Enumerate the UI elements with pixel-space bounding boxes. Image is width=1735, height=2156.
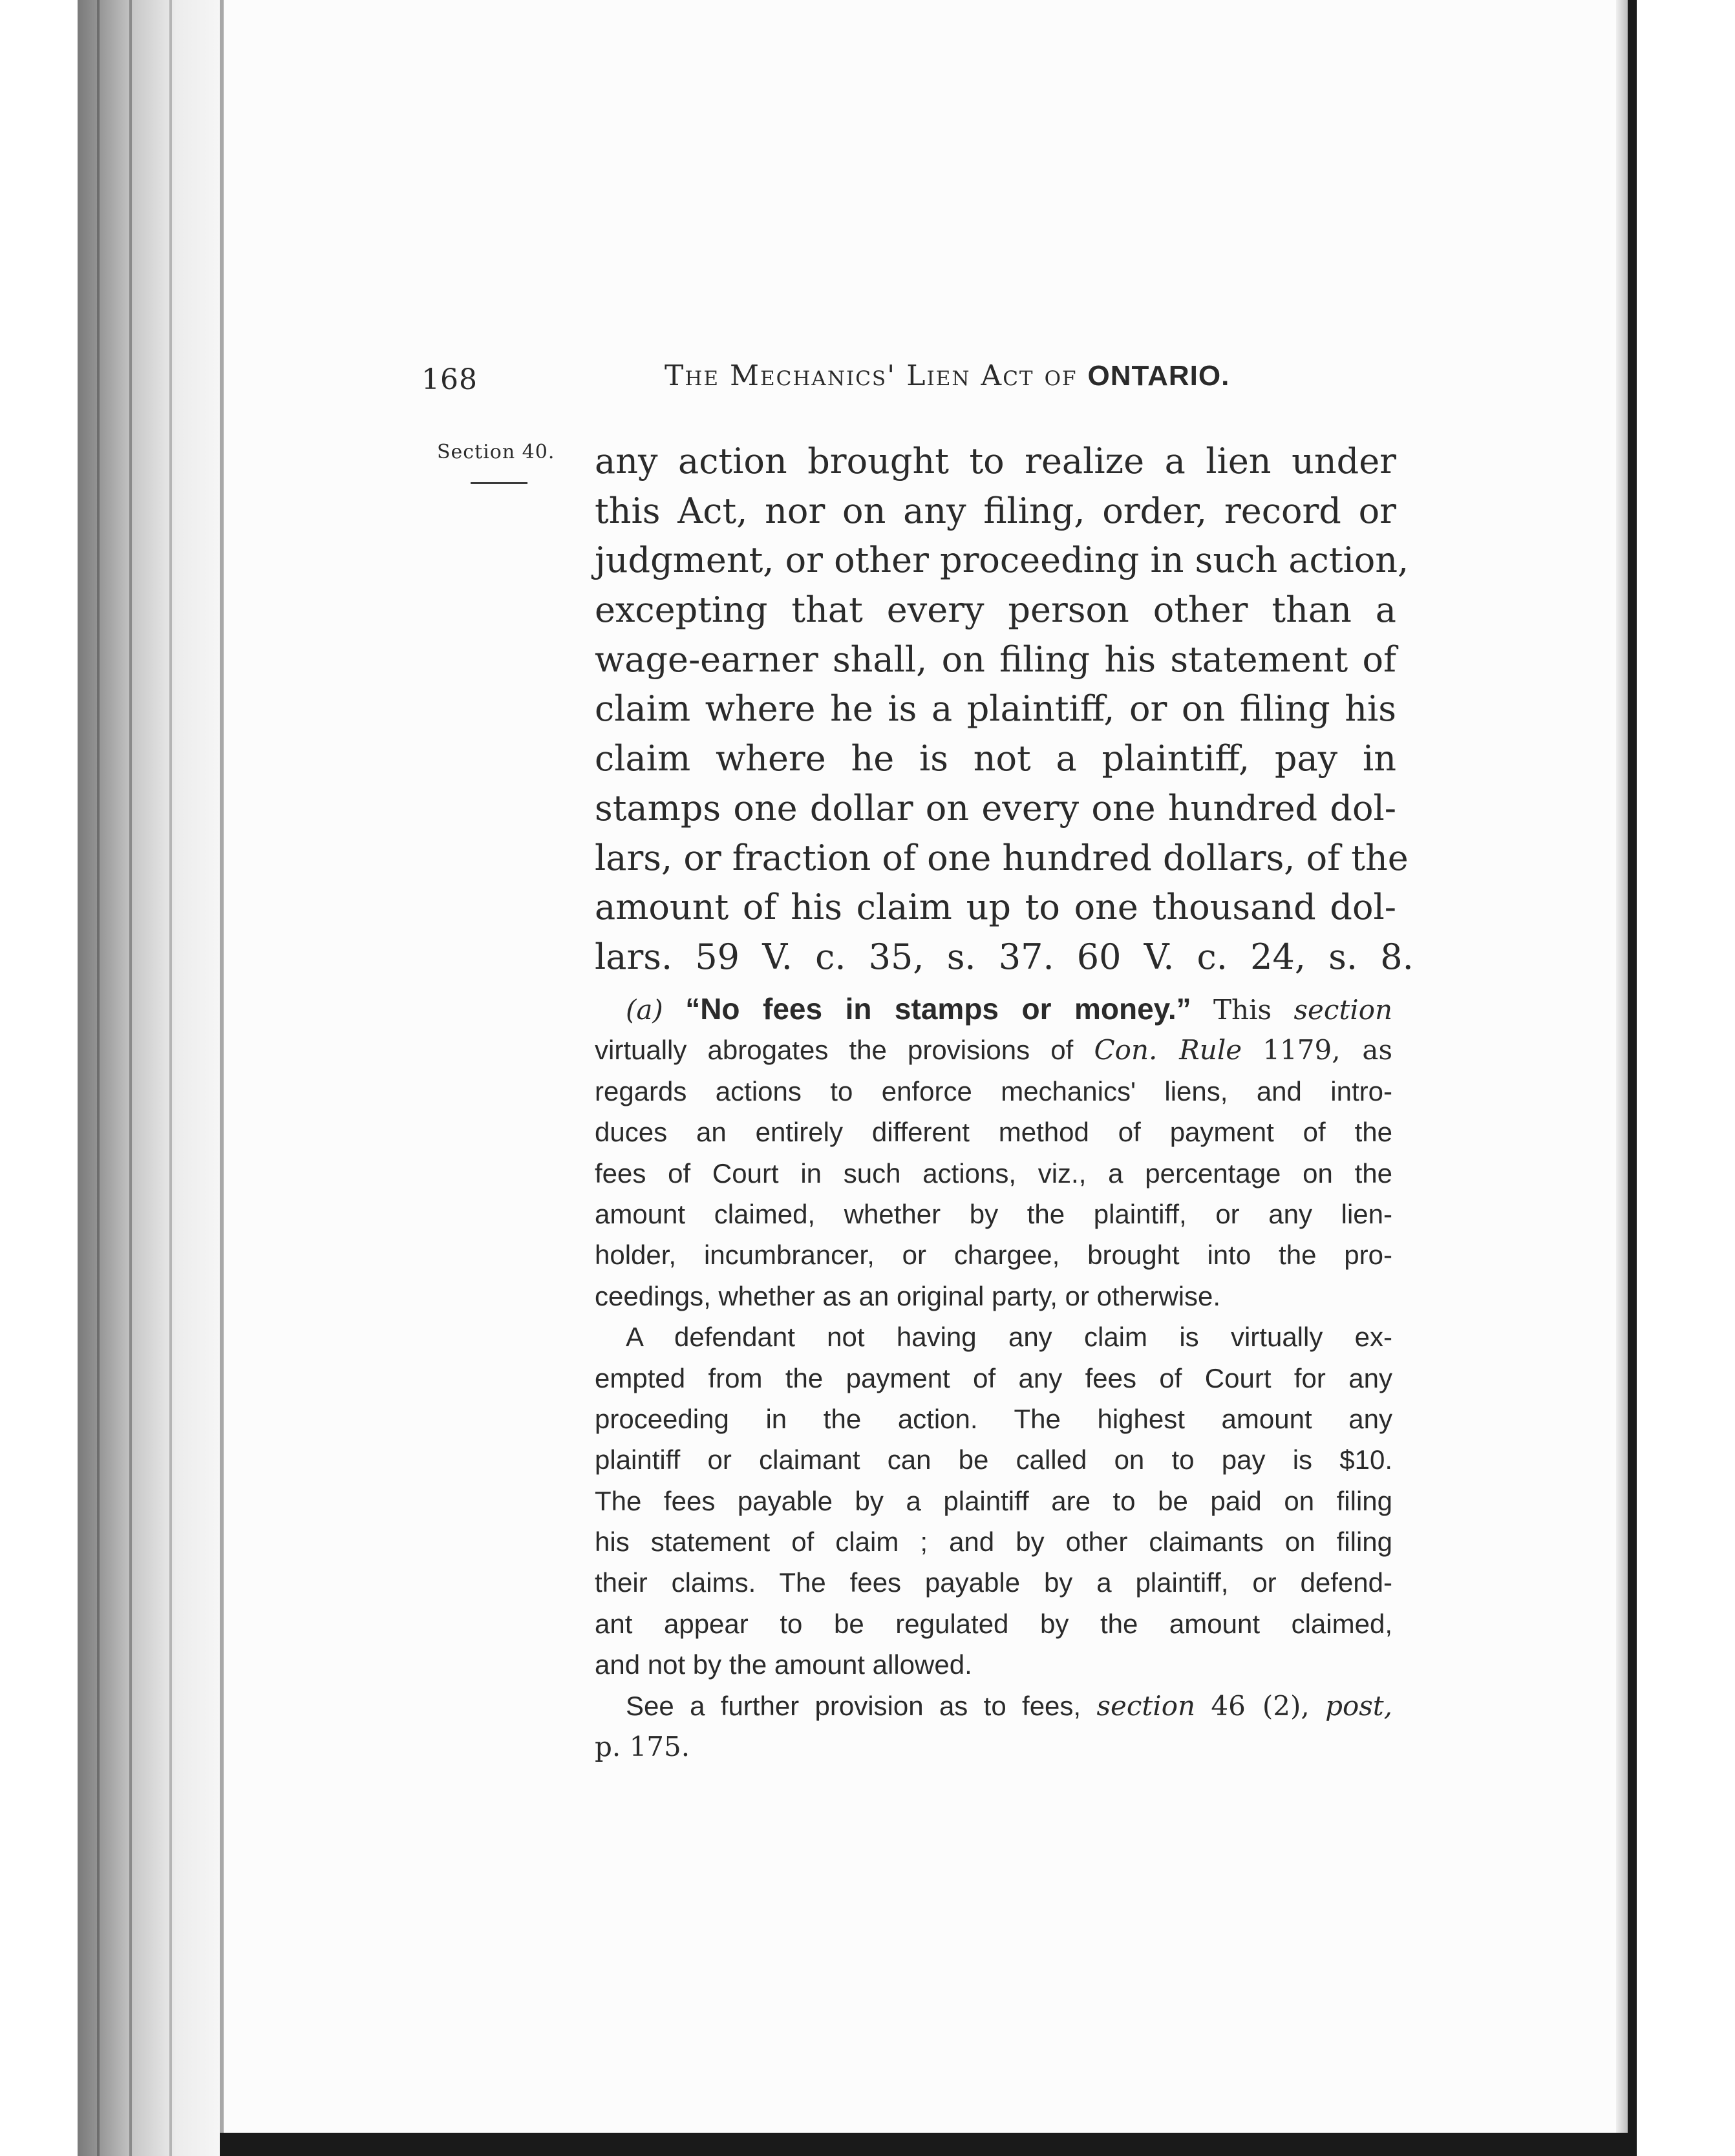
statute-text	[595, 437, 1414, 982]
note-a-marker: (a)	[626, 994, 663, 1026]
statute-line: wage-earner shall, on filing his statement of	[595, 639, 1396, 680]
statute-line: claim where he is a plaintiff, or on filing his	[595, 688, 1396, 730]
page-number: 168	[421, 363, 478, 396]
note-a-line: holder, incumbrancer, or chargee, brought into the pro-	[595, 1240, 1392, 1271]
scan-bottom-border	[220, 2133, 1628, 2156]
note-see-section-number: 46 (2),	[1211, 1689, 1310, 1722]
note-a-line	[595, 1030, 1392, 1070]
page-right-shadow	[1616, 0, 1628, 2156]
note-a-heading-line	[595, 989, 1392, 1030]
statute-line: any action brought to realize a lien under	[595, 441, 1396, 481]
running-title-text: The Mechanics' Lien Act of	[665, 359, 1078, 392]
note-a-rule-number: 1179, as	[1262, 1034, 1393, 1066]
note-a-rule-ref: Con. Rule	[1094, 1034, 1242, 1066]
scan-right-margin	[1637, 0, 1735, 2156]
scan-right-border	[1628, 0, 1637, 2156]
note-a-line: amount claimed, whether by the plaintiff, or any lien-	[595, 1198, 1392, 1229]
note-see-line	[595, 1686, 1392, 1726]
note-see-text: See a further provision as to fees,	[626, 1690, 1081, 1721]
statute-line: excepting that every person other than a	[595, 589, 1396, 631]
note-defendant-line: plaintiff or claimant can be called on to pay is $10.	[595, 1444, 1392, 1475]
note-see-section-word: section	[1096, 1689, 1196, 1722]
margin-note-rule	[471, 482, 527, 484]
note-see-page-ref: p. 175.	[595, 1731, 690, 1763]
note-a-heading: “No fees in stamps or money.”	[685, 992, 1191, 1026]
note-defendant-line: ant appear to be regulated by the amount claimed,	[595, 1608, 1392, 1639]
note-a-text: virtually abrogates the provisions of	[595, 1035, 1074, 1066]
running-title	[665, 359, 1229, 392]
note-a-intro: This	[1213, 994, 1272, 1026]
note-a-section-word: section	[1293, 994, 1393, 1026]
running-title-state: ONTARIO.	[1087, 360, 1230, 392]
note-a-line: ceedings, whether as an original party, or otherwise.	[595, 1280, 1221, 1311]
note-a-line: duces an entirely different method of payment of the	[595, 1117, 1392, 1148]
statute-line-citation: lars. 59 V. c. 35, s. 37. 60 V. c. 24, s. 8.	[595, 936, 1414, 977]
scan-left-margin	[0, 0, 78, 2156]
page-stack-line	[129, 0, 132, 2156]
statute-line: stamps one dollar on every one hundred dol-	[595, 787, 1396, 829]
margin-note-section: Section 40.	[437, 441, 555, 463]
statute-line: amount of his claim up to one thousand dol-	[595, 887, 1396, 928]
statute-line: this Act, nor on any filing, order, record or	[595, 490, 1396, 531]
note-defendant-line: proceeding in the action. The highest amount any	[595, 1403, 1392, 1434]
note-defendant-line: The fees payable by a plaintiff are to be paid on filing	[595, 1485, 1392, 1516]
page-stack-line	[169, 0, 172, 2156]
note-a-line: regards actions to enforce mechanics' liens, and intro-	[595, 1075, 1392, 1106]
statute-line: lars, or fraction of one hundred dollars, of the	[595, 837, 1409, 878]
statute-line: judgment, or other proceeding in such action,	[595, 540, 1409, 581]
note-a-line: fees of Court in such actions, viz., a percentage on the	[595, 1157, 1392, 1189]
note-defendant-line: their claims. The fees payable by a plaintiff, or defend-	[595, 1567, 1392, 1598]
note-defendant-line: and not by the amount allowed.	[595, 1649, 972, 1680]
note-defendant-line: A defendant not having any claim is virtually ex-	[626, 1322, 1392, 1353]
statute-line: claim where he is not a plaintiff, pay in	[595, 738, 1396, 779]
annotation-notes	[595, 989, 1392, 1767]
note-defendant-line: his statement of claim ; and by other claimants on filing	[595, 1527, 1392, 1558]
note-defendant-line: empted from the payment of any fees of Court for any	[595, 1362, 1392, 1393]
page-fold	[220, 0, 224, 2156]
note-see-post-word: post,	[1325, 1689, 1393, 1722]
page-stack-line	[97, 0, 100, 2156]
